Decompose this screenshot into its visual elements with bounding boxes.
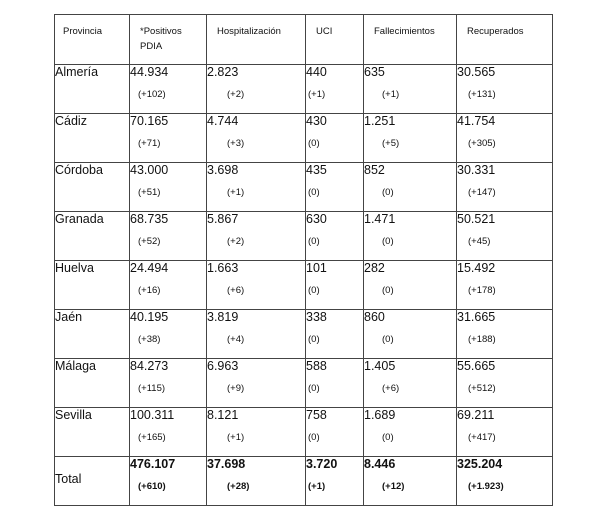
recuperados-change: (+178)	[468, 285, 496, 296]
positivos-value: 70.165	[130, 114, 169, 128]
fallecimientos-value: 852	[364, 163, 385, 177]
recuperados-change: (+305)	[468, 138, 496, 149]
uci-cell	[306, 310, 364, 359]
recuperados-change: (+45)	[468, 236, 491, 247]
fallecimientos-value: 1.405	[364, 359, 396, 373]
positivos-total-cell	[130, 457, 207, 506]
uci-cell	[306, 212, 364, 261]
recuperados-total-cell	[457, 457, 553, 506]
positivos-cell	[130, 261, 207, 310]
fallecimientos-total: 8.446	[364, 457, 396, 471]
fallecimientos-value: 282	[364, 261, 385, 275]
uci-change: (+1)	[308, 89, 326, 100]
recuperados-value: 30.331	[457, 163, 496, 177]
province-name: Córdoba	[55, 163, 130, 212]
header-positivos: *Positivos PDIA	[130, 15, 207, 65]
header-fallecimientos: Fallecimientos	[364, 15, 457, 65]
recuperados-cell	[457, 359, 553, 408]
fallecimientos-cell	[364, 261, 457, 310]
hospitalizacion-value: 2.823	[207, 65, 239, 79]
uci-value: 588	[306, 359, 327, 373]
header-row	[55, 15, 553, 65]
total-label: Total	[55, 457, 130, 506]
positivos-total: 476.107	[130, 457, 176, 471]
table-row	[55, 212, 553, 261]
positivos-change: (+71)	[138, 138, 161, 149]
positivos-cell	[130, 114, 207, 163]
positivos-value: 43.000	[130, 163, 169, 177]
fallecimientos-cell	[364, 359, 457, 408]
recuperados-change: (+188)	[468, 334, 496, 345]
uci-total-change: (+1)	[308, 481, 326, 492]
uci-change: (0)	[308, 187, 320, 198]
hospitalizacion-cell	[207, 65, 306, 114]
recuperados-total: 325.204	[457, 457, 503, 471]
table-row	[55, 261, 553, 310]
positivos-change: (+165)	[138, 432, 166, 443]
fallecimientos-change: (0)	[382, 432, 394, 443]
uci-change: (0)	[308, 432, 320, 443]
uci-cell	[306, 359, 364, 408]
hospitalizacion-cell	[207, 359, 306, 408]
uci-total: 3.720	[306, 457, 338, 471]
fallecimientos-cell	[364, 408, 457, 457]
recuperados-change: (+147)	[468, 187, 496, 198]
hospitalizacion-change: (+6)	[227, 285, 245, 296]
positivos-change: (+52)	[138, 236, 161, 247]
province-name: Huelva	[55, 261, 130, 310]
fallecimientos-value: 1.251	[364, 114, 396, 128]
hospitalizacion-change: (+3)	[227, 138, 245, 149]
hospitalizacion-cell	[207, 310, 306, 359]
uci-value: 758	[306, 408, 327, 422]
hospitalizacion-value: 3.698	[207, 163, 239, 177]
uci-cell	[306, 261, 364, 310]
recuperados-change: (+417)	[468, 432, 496, 443]
fallecimientos-total-change: (+12)	[382, 481, 405, 492]
uci-cell	[306, 114, 364, 163]
province-name: Granada	[55, 212, 130, 261]
uci-change: (0)	[308, 285, 320, 296]
recuperados-change: (+512)	[468, 383, 496, 394]
hospitalizacion-total-cell	[207, 457, 306, 506]
recuperados-value: 30.565	[457, 65, 496, 79]
fallecimientos-change: (0)	[382, 236, 394, 247]
fallecimientos-change: (0)	[382, 334, 394, 345]
province-name: Jaén	[55, 310, 130, 359]
fallecimientos-cell	[364, 114, 457, 163]
province-name: Cádiz	[55, 114, 130, 163]
fallecimientos-cell	[364, 163, 457, 212]
positivos-cell	[130, 65, 207, 114]
fallecimientos-value: 1.689	[364, 408, 396, 422]
table-row	[55, 163, 553, 212]
recuperados-cell	[457, 212, 553, 261]
uci-change: (0)	[308, 334, 320, 345]
uci-change: (0)	[308, 236, 320, 247]
positivos-cell	[130, 408, 207, 457]
positivos-value: 84.273	[130, 359, 169, 373]
recuperados-value: 69.211	[457, 408, 495, 422]
hospitalizacion-change: (+1)	[227, 432, 245, 443]
positivos-cell	[130, 212, 207, 261]
hospitalizacion-change: (+2)	[227, 89, 245, 100]
uci-value: 338	[306, 310, 327, 324]
positivos-change: (+16)	[138, 285, 161, 296]
hospitalizacion-change: (+9)	[227, 383, 245, 394]
recuperados-value: 15.492	[457, 261, 496, 275]
recuperados-cell	[457, 163, 553, 212]
hospitalizacion-cell	[207, 114, 306, 163]
table-row	[55, 65, 553, 114]
recuperados-change: (+131)	[468, 89, 496, 100]
hospitalizacion-value: 3.819	[207, 310, 239, 324]
province-name: Almería	[55, 65, 130, 114]
uci-change: (0)	[308, 383, 320, 394]
positivos-change: (+38)	[138, 334, 161, 345]
positivos-value: 24.494	[130, 261, 169, 275]
hospitalizacion-cell	[207, 261, 306, 310]
fallecimientos-change: (+6)	[382, 383, 400, 394]
uci-value: 435	[306, 163, 327, 177]
hospitalizacion-change: (+2)	[227, 236, 245, 247]
positivos-value: 44.934	[130, 65, 169, 79]
uci-cell	[306, 65, 364, 114]
recuperados-value: 55.665	[457, 359, 496, 373]
uci-value: 440	[306, 65, 327, 79]
recuperados-cell	[457, 408, 553, 457]
fallecimientos-cell	[364, 65, 457, 114]
recuperados-cell	[457, 114, 553, 163]
recuperados-value: 31.665	[457, 310, 496, 324]
recuperados-value: 41.754	[457, 114, 496, 128]
hospitalizacion-value: 8.121	[207, 408, 239, 422]
hospitalizacion-value: 1.663	[207, 261, 239, 275]
positivos-cell	[130, 163, 207, 212]
recuperados-cell	[457, 310, 553, 359]
positivos-change: (+115)	[138, 383, 166, 394]
uci-total-cell	[306, 457, 364, 506]
hospitalizacion-cell	[207, 163, 306, 212]
hospitalizacion-total: 37.698	[207, 457, 246, 471]
positivos-value: 100.311	[130, 408, 175, 422]
header-recuperados: Recuperados	[457, 15, 553, 65]
hospitalizacion-value: 6.963	[207, 359, 239, 373]
fallecimientos-value: 860	[364, 310, 385, 324]
recuperados-cell	[457, 261, 553, 310]
positivos-change: (+51)	[138, 187, 161, 198]
fallecimientos-change: (0)	[382, 187, 394, 198]
recuperados-total-change: (+1.923)	[468, 481, 504, 492]
fallecimientos-total-cell	[364, 457, 457, 506]
hospitalizacion-change: (+1)	[227, 187, 245, 198]
fallecimientos-value: 635	[364, 65, 385, 79]
fallecimientos-cell	[364, 212, 457, 261]
uci-value: 101	[306, 261, 327, 275]
table-row	[55, 359, 553, 408]
positivos-cell	[130, 310, 207, 359]
fallecimientos-value: 1.471	[364, 212, 396, 226]
header-provincia: Provincia	[55, 15, 130, 65]
uci-change: (0)	[308, 138, 320, 149]
positivos-cell	[130, 359, 207, 408]
hospitalizacion-change: (+4)	[227, 334, 245, 345]
positivos-change: (+102)	[138, 89, 166, 100]
uci-value: 430	[306, 114, 327, 128]
fallecimientos-cell	[364, 310, 457, 359]
header-hospitalizacion: Hospitalización	[207, 15, 306, 65]
table-row	[55, 114, 553, 163]
table-body	[55, 65, 553, 506]
header-uci: UCI	[306, 15, 364, 65]
hospitalizacion-value: 5.867	[207, 212, 239, 226]
province-name: Málaga	[55, 359, 130, 408]
covid-provinces-table	[54, 14, 553, 506]
recuperados-value: 50.521	[457, 212, 496, 226]
uci-cell	[306, 163, 364, 212]
fallecimientos-change: (+1)	[382, 89, 400, 100]
positivos-total-change: (+610)	[138, 481, 166, 492]
hospitalizacion-cell	[207, 408, 306, 457]
hospitalizacion-cell	[207, 212, 306, 261]
recuperados-cell	[457, 65, 553, 114]
table-row	[55, 310, 553, 359]
positivos-value: 68.735	[130, 212, 169, 226]
fallecimientos-change: (+5)	[382, 138, 400, 149]
positivos-value: 40.195	[130, 310, 169, 324]
table-row	[55, 408, 553, 457]
hospitalizacion-value: 4.744	[207, 114, 239, 128]
total-row	[55, 457, 553, 506]
fallecimientos-change: (0)	[382, 285, 394, 296]
uci-cell	[306, 408, 364, 457]
province-name: Sevilla	[55, 408, 130, 457]
hospitalizacion-total-change: (+28)	[227, 481, 250, 492]
uci-value: 630	[306, 212, 327, 226]
